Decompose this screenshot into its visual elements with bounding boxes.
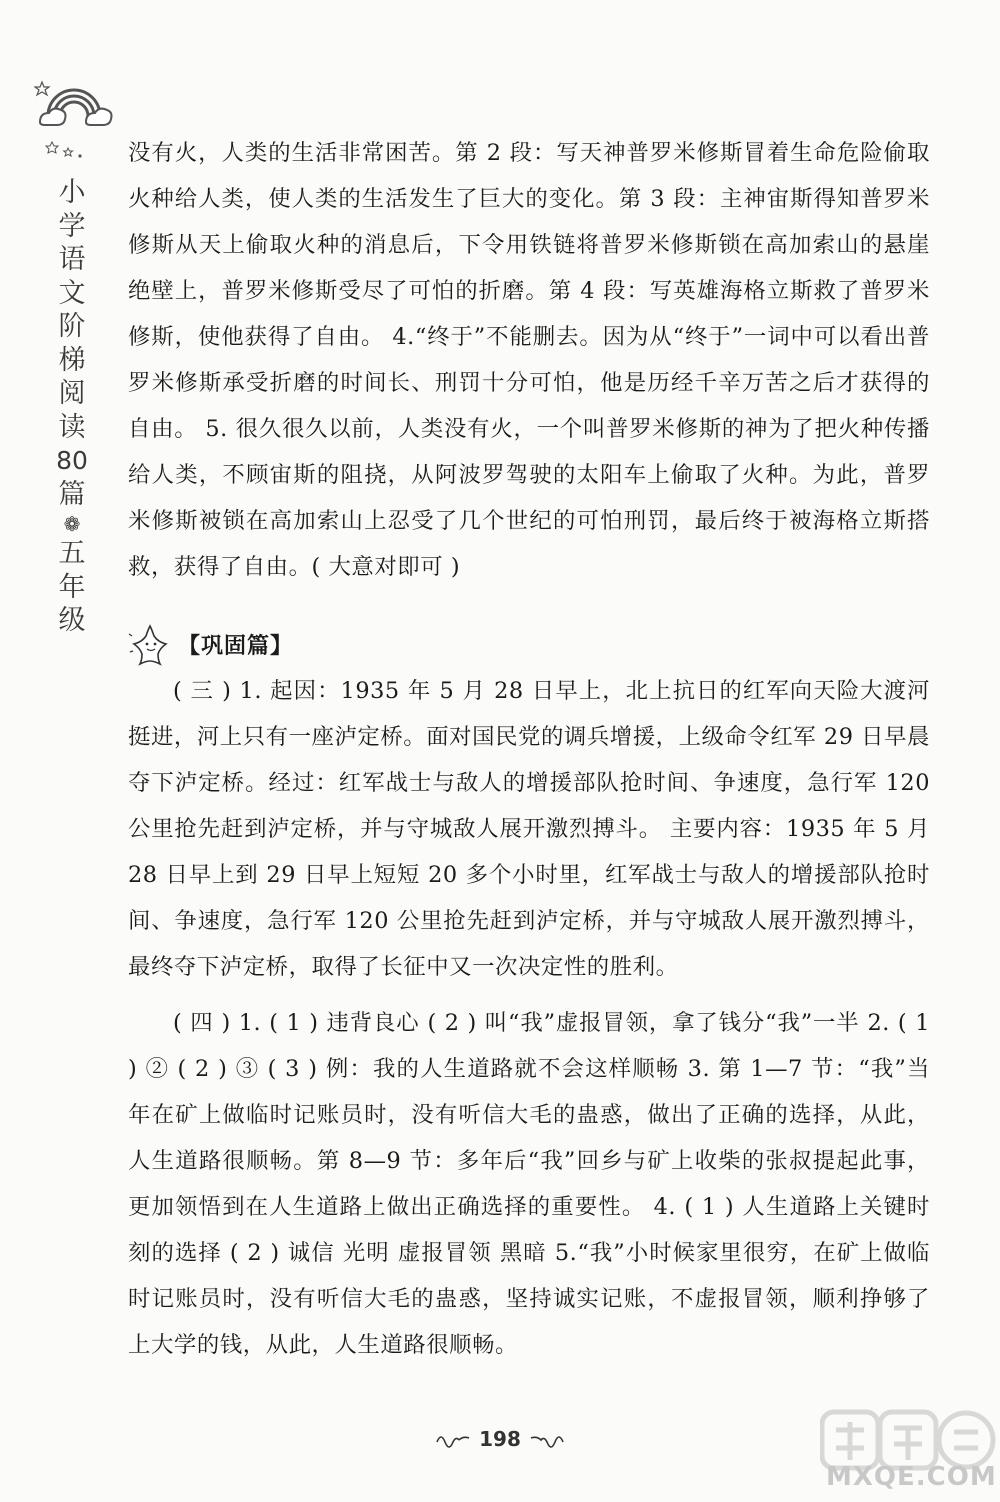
answer-paragraph-1: 没有火，人类的生活非常困苦。第 2 段：写天神普罗米修斯冒着生命危险偷取火种给人类，使人类的生活发生了巨大的变化。第 3 段：主神宙斯得知普罗米修斯从天上偷取火种的消息后，下令用铁链将普罗米修斯锁在高加索山的悬崖绝壁上，普罗米修斯受尽了可怕的折磨。第 4 段：写英雄海格立斯救了普罗米修斯，使他获得了自由。 4.“终于”不能删去。因为从“终于”一词中可以看出普罗米修斯承受折磨的时间长、刑罚十分可怕，他是历经千辛万苦之后才获得的自由。 5. 很久很久以前，人类没有火，一个叫普罗米修斯的神为了把火种传播给人类，不顾宙斯的阻挠，从阿波罗驾驶的太阳车上偷取了火种。为此，普罗米修斯被锁在高加索山上忍受了几个世纪的可怕刑罚，最后终于被海格立斯搭救，获得了自由。( 大意对即可 ) [128, 140, 930, 580]
stars-icon [44, 138, 84, 164]
series-title [52, 176, 92, 638]
section-heading-label: 【巩固篇】 [178, 633, 294, 659]
series-title-number: 80 [56, 446, 88, 475]
answer-block-continued [128, 130, 930, 590]
series-title-suffix: 篇 [58, 478, 86, 510]
answer-block-3 [128, 668, 930, 990]
separator-icon: ❁ [63, 512, 81, 536]
smiling-star-icon [128, 622, 176, 666]
grade-label: 五年级 [58, 538, 86, 636]
series-title-text: 小学语文阶梯阅读 [58, 177, 86, 443]
rainbow-cloud-icon [34, 70, 114, 140]
watermark-url: MXQE.COM [826, 1462, 997, 1492]
answer-paragraph-3: ( 四 ) 1. ( 1 ) 违背良心 ( 2 ) 叫“我”虚报冒领，拿了钱分“我”一半 2. ( 1 ) ② ( 2 ) ③ ( 3 ) 例：我的人生道路就不会这样顺畅 3. 第 1—7 节：“我”当年在矿上做临时记账员时，没有听信大毛的蛊惑，做出了正确的选择，从此，人生道路很顺畅。第 8—9 节：多年后“我”回乡与矿上收柴的张叔提起此事，更加领悟到在人生道路上做出正确选择的重要性。 4. ( 1 ) 人生道路上关键时刻的选择 ( 2 ) 诚信 光明 虚报冒领 黑暗 5.“我”小时候家里很穷，在矿上做临时记账员时，没有听信大毛的蛊惑，坚持诚实记账，不虚报冒领，顺利挣够了上大学的钱，从此，人生道路很顺畅。 [128, 1010, 930, 1358]
answer-block-4 [128, 1000, 930, 1368]
right-flourish-icon [527, 1428, 567, 1450]
page-number: 198 [479, 1427, 521, 1451]
section-heading [128, 622, 293, 666]
sidebar [0, 0, 110, 1502]
answer-paragraph-2: ( 三 ) 1. 起因：1935 年 5 月 28 日早上，北上抗日的红军向天险大渡河挺进，河上只有一座泸定桥。面对国民党的调兵增援，上级命令红军 29 日早晨夺下泸定桥。经过：红军战士与敌人的增援部队抢时间、争速度，急行军 120 公里抢先赶到泸定桥，并与守城敌人展开激烈搏斗。 主要内容：1935 年 5 月 28 日早上到 29 日早上短短 20 多个小时里，红军战士与敌人的增援部队抢时间、争速度，急行军 120 公里抢先赶到泸定桥，并与守城敌人展开激烈搏斗，最终夺下泸定桥，取得了长征中又一次决定性的胜利。 [128, 678, 930, 980]
left-flourish-icon [433, 1428, 473, 1450]
